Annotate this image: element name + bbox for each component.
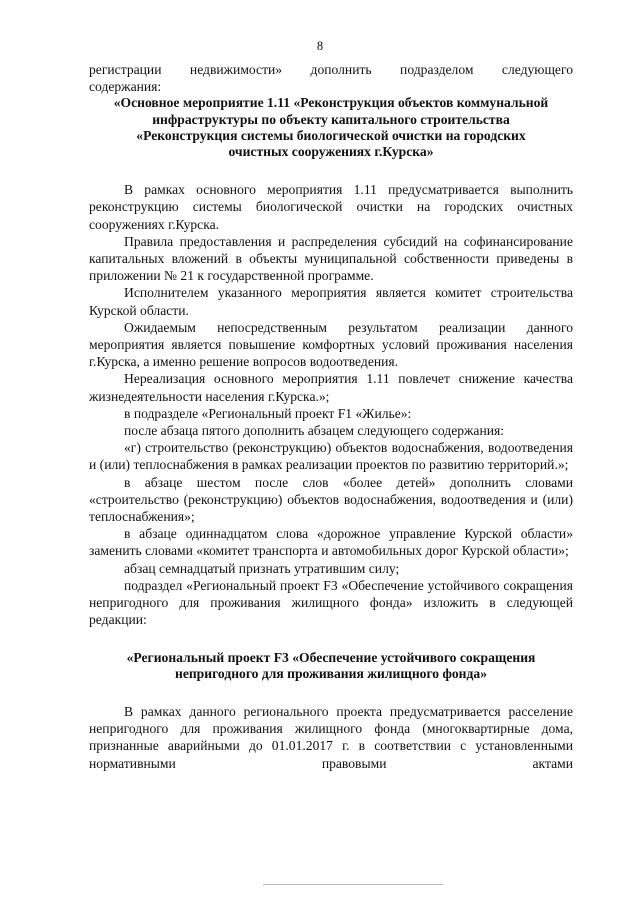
paragraph-7: Нереализация основного мероприятия 1.11 повлечет снижение качества жизнедеятельности населения г.Курска.»; bbox=[89, 371, 573, 404]
heading-line: инфраструктуры по объекту капитального строительства bbox=[152, 111, 510, 127]
section-heading-1 bbox=[89, 95, 573, 160]
spacer bbox=[89, 160, 573, 181]
section-heading-2 bbox=[89, 650, 573, 682]
paragraph-8: в подразделе «Региональный проект F1 «Жилье»: bbox=[124, 405, 412, 421]
page-number: 8 bbox=[316, 39, 324, 53]
spacer bbox=[89, 682, 573, 703]
heading-line: «Реконструкция системы биологической очистки на городских bbox=[136, 127, 526, 143]
paragraph-3: В рамках основного мероприятия 1.11 предусматривается выполнить реконструкцию системы биологической очистки на городских очистных сооружениях г.Курска. bbox=[89, 182, 573, 232]
paragraph-14: подраздел «Региональный проект F3 «Обеспечение устойчивого сокращения непригодного для проживания жилищного фонда» изложить в следующей редакции: bbox=[89, 577, 573, 628]
page-bottom-line bbox=[263, 884, 443, 885]
paragraph-15: В рамках данного регионального проекта предусматривается расселение непригодного для проживания жилищного фонда (многоквартирные дома, признанные аварийными до 01.01.2017 г. в соответствии с установленными нормативными правовыми актами bbox=[89, 703, 573, 771]
paragraph-10: «г) строительство (реконструкцию) объектов водоснабжения, водоотведения и (или) теплоснабжения в рамках реализации проектов по развитию территорий.»; bbox=[89, 440, 573, 473]
paragraph-2: содержания: bbox=[89, 79, 162, 95]
paragraph-13: абзац семнадцатый признать утратившим силу; bbox=[124, 560, 400, 576]
heading-line: очистных сооружениях г.Курска» bbox=[228, 144, 434, 160]
paragraph-11: в абзаце шестом после слов «более детей» дополнить словами «строительство (реконструкцию) объектов водоснабжения, водоотведения и (или) теплоснабжения»; bbox=[89, 474, 573, 525]
paragraph-6: Ожидаемым непосредственным результатом реализации данного мероприятия является повышение комфортных условий проживания населения г.Курска, а именно решение вопросов водоотведения. bbox=[89, 319, 573, 370]
paragraph-4: Правила предоставления и распределения субсидий на софинансирование капитальных вложений в объекты муниципальной собственности приведены в приложении № 21 к государственной программе. bbox=[89, 233, 573, 284]
heading-line: «Основное мероприятие 1.11 «Реконструкция объектов коммунальной bbox=[113, 95, 549, 111]
heading-line: «Региональный проект F3 «Обеспечение устойчивого сокращения bbox=[126, 649, 536, 665]
spacer bbox=[89, 629, 573, 650]
paragraph-5: Исполнителем указанного мероприятия является комитет строительства Курской области. bbox=[89, 285, 573, 318]
paragraph-1: регистрации недвижимости» дополнить подразделом следующего bbox=[89, 62, 573, 77]
paragraph-9: после абзаца пятого дополнить абзацем следующего содержания: bbox=[124, 423, 505, 439]
document-body bbox=[89, 61, 573, 772]
paragraph-12: в абзаце одиннадцатом слова «дорожное управление Курской области» заменить словами «комитет транспорта и автомобильных дорог Курской области»; bbox=[89, 526, 573, 559]
heading-line: непригодного для проживания жилищного фонда» bbox=[174, 665, 487, 681]
